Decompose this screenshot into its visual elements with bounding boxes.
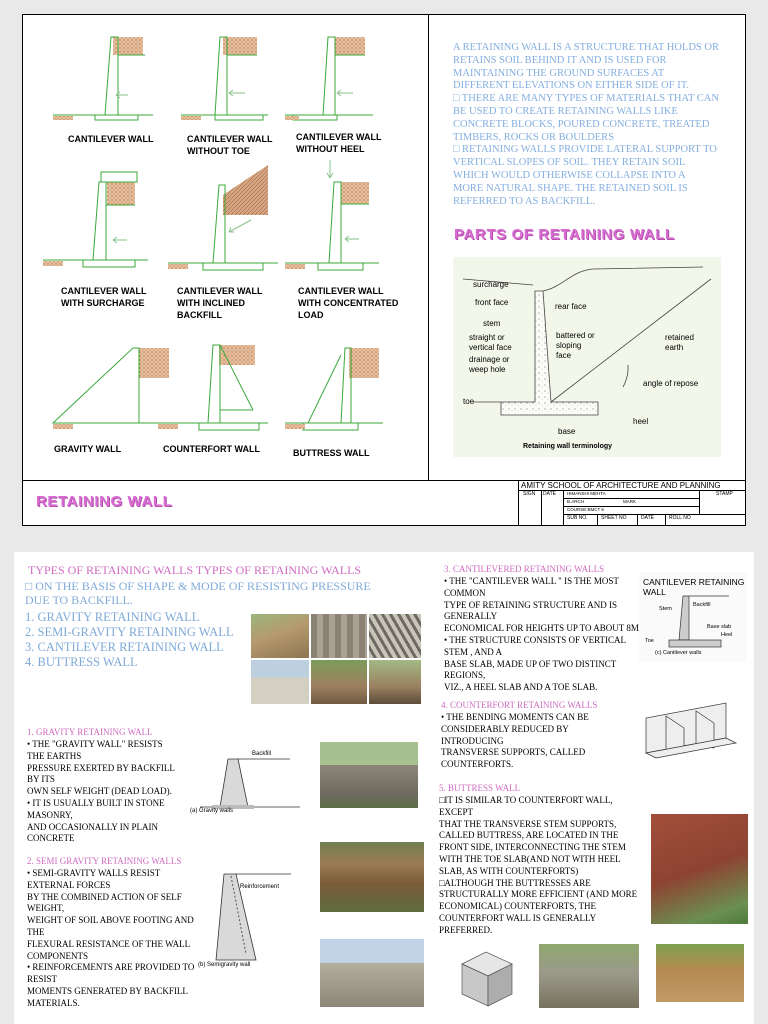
gravity-wall-diagram (53, 348, 169, 429)
semi-title: 2. SEMI GRAVITY RETAINING WALLS (27, 856, 182, 866)
gravity-line: BY ITS (27, 774, 55, 785)
buttress-line: □ALTHOUGH THE BUTTRESSES ARE (439, 877, 591, 888)
semi-photo-2 (320, 939, 424, 1007)
tb-sign: SIGN (523, 491, 536, 497)
gravity-photo (320, 742, 418, 808)
intro-line: BE USED TO CREATE RETAINING WALLS LIKE (453, 105, 678, 117)
buttress-photo (651, 814, 748, 924)
cantilever-concentrated-label: CANTILEVER WALL WITH CONCENTRATED LOAD (298, 286, 399, 320)
cantilever-line: VIZ., A HEEL SLAB AND A TOE SLAB. (444, 682, 598, 693)
buttress-3d-figure (456, 944, 520, 1014)
bottom-photo-2 (656, 944, 744, 1002)
cantilever-fig-title: CANTILEVER RETAINING WALL (643, 577, 745, 597)
cantilever-line: COMMON (444, 587, 486, 598)
gravity-title: 1. GRAVITY RETAINING WALL (27, 727, 153, 737)
gravity-line: • IT IS USUALLY BUILT IN STONE (27, 797, 165, 808)
type-item: 1. GRAVITY RETAINING WALL (25, 610, 200, 624)
tb-stamp: STAMP (716, 491, 733, 497)
cantilever-line: REGIONS, (444, 670, 486, 681)
semi-line: FLEXURAL RESISTANCE OF THE WALL (27, 938, 191, 949)
counterfort-wall-diagram (158, 345, 268, 430)
cantilever-no-toe-diagram (181, 37, 268, 120)
buttress-line: COUNTERFORT WALL IS GENERALLY (439, 912, 597, 923)
intro-line: REFERRED TO AS BACKFILL. (453, 195, 595, 207)
counterfort-line: CONSIDERABLY REDUCED BY (441, 723, 569, 734)
cantilever-concentrated-diagram (285, 160, 379, 270)
tb-sub-no: SUB NO. (567, 515, 588, 521)
bottom-photo-1 (539, 944, 639, 1008)
cantilever-title: 3. CANTILEVERED RETAINING WALLS (444, 564, 605, 574)
buttress-text (439, 795, 654, 937)
gravity-fig-label: Backfill (252, 751, 272, 757)
label-stem: stem (483, 319, 501, 328)
title-block (518, 480, 746, 525)
gravity-line: CONCRETE (27, 833, 75, 844)
buttress-line: STRUCTURALLY MORE EFFICIENT (AND MORE (439, 889, 638, 900)
buttress-line: □IT IS SIMILAR TO COUNTERFORT WALL, (439, 795, 613, 805)
tb-roll-no: ROLL NO (669, 515, 691, 521)
cantilever-no-heel-label: CANTILEVER WALL WITHOUT HEEL (296, 132, 382, 154)
counterfort-line: COUNTERFORTS. (441, 759, 514, 770)
counterfort-text (441, 712, 631, 771)
label-angle-repose: angle of repose (643, 379, 699, 388)
tb-name: HIMANSHI MEHTA (567, 491, 606, 496)
cantilever-surcharge-diagram (43, 172, 148, 267)
cantilever-line: ECONOMICAL FOR HEIGHTS UP TO ABOUT 8M (444, 623, 639, 634)
label-base: base (558, 427, 576, 436)
cant-fig-backfill: Backfill (693, 602, 711, 608)
semi-fig-label: Reinforcement (240, 884, 280, 890)
buttress-line: SLAB, AS WITH COUNTERFORTS) (439, 865, 579, 876)
tb-sheet-no: SHEET NO (601, 515, 627, 521)
buttress-line: CALLED BUTTRESS, ARE LOCATED IN THE (439, 830, 619, 841)
type-item: 2. SEMI-GRAVITY RETAINING WALL (25, 625, 234, 639)
vertical-divider (428, 15, 429, 480)
intro-line: A RETAINING WALL IS A STRUCTURE THAT HOLDS OR (453, 42, 719, 53)
types-heading: TYPES OF RETAINING WALLS TYPES OF RETAINING WALLS (28, 563, 362, 577)
semi-line: COMPONENTS (27, 950, 89, 961)
semi-line: THE (27, 926, 45, 937)
tb-date: DATE (543, 491, 556, 497)
counterfort-figure (636, 698, 748, 764)
gravity-line: • THE "GRAVITY WALL" RESISTS (27, 739, 163, 749)
intro-line: □ THERE ARE MANY TYPES OF MATERIALS THAT CAN (453, 93, 719, 105)
intro-line: VERTICAL SLOPES OF SOIL. THEY RETAIN SOIL (453, 157, 686, 169)
cantilever-line: BASE SLAB, MADE UP OF TWO DISTINCT (444, 658, 617, 669)
type-item: 4. BUTTRESS WALL (25, 655, 138, 669)
type-item: 3. CANTILEVER RETAINING WALL (25, 640, 224, 654)
gravity-fig-caption: (a) Gravity walls (190, 808, 234, 814)
gravity-line: OWN SELF WEIGHT (DEAD LOAD). (27, 786, 172, 797)
gravity-text (27, 739, 197, 845)
counterfort-line: INTRODUCING (441, 735, 504, 746)
counterfort-line: • THE BENDING MOMENTS CAN BE (441, 712, 589, 722)
cantilever-wall-diagram (53, 37, 153, 120)
gravity-wall-label: GRAVITY WALL (54, 444, 122, 454)
buttress-line: WITH THE TOE SLAB(AND NOT WITH HEEL (439, 853, 621, 864)
buttress-line: FRONT SIDE, INTERCONNECTING THE STEM (439, 842, 626, 853)
semi-line: • REINFORCEMENTS ARE PROVIDED TO (27, 962, 195, 973)
cant-fig-heel: Heel (721, 632, 733, 638)
semi-line: BY THE COMBINED ACTION OF SELF (27, 891, 182, 902)
gravity-line: PRESSURE EXERTED BY BACKFILL (27, 762, 175, 773)
intro-line: CONCRETE BLOCKS, POURED CONCRETE, TREATED (453, 118, 710, 130)
label-drainage: drainage or weep hole (469, 355, 510, 374)
school-name: AMITY SCHOOL OF ARCHITECTURE AND PLANNING (521, 481, 721, 490)
label-rear-face: rear face (555, 302, 587, 311)
buttress-line: THAT THE TRANSVERSE STEM SUPPORTS, (439, 818, 617, 829)
gravity-line: MASONRY, (27, 809, 73, 820)
basis-text (25, 579, 371, 607)
terminology-diagram (453, 257, 721, 457)
wall-photo-collage (251, 614, 421, 704)
tb-barch: B.ARCH (567, 499, 585, 504)
buttress-line: EXCEPT (439, 806, 474, 817)
label-front-face: front face (475, 298, 509, 307)
gravity-line: THE EARTHS (27, 750, 82, 761)
gravity-line: AND OCCASIONALLY IN PLAIN (27, 821, 159, 832)
gravity-figure (190, 747, 310, 819)
label-toe: toe (463, 397, 475, 406)
cantilever-figure (639, 572, 747, 662)
semi-gravity-figure (196, 864, 296, 974)
intro-line: MAINTAINING THE GROUND SURFACES AT (453, 67, 665, 79)
cantilever-line: GENERALLY (444, 611, 498, 622)
intro-line: WHICH WOULD OTHERWISE COLLAPSE INTO A (453, 169, 686, 181)
label-straight-face: straight or vertical face (469, 333, 512, 352)
tb-marks: MARK (623, 499, 637, 504)
basis-line: DUE TO BACKFILL. (25, 593, 133, 607)
intro-line: RETAINS SOIL BEHIND IT AND IS USED FOR (453, 54, 667, 66)
buttress-wall-diagram (285, 348, 383, 430)
buttress-line: PREFERRED. (439, 924, 493, 935)
semi-line: MATERIALS. (27, 997, 80, 1008)
semi-line: MOMENTS GENERATED BY BACKFILL (27, 985, 188, 996)
wall-types-diagrams (23, 15, 428, 480)
cantilever-no-toe-label: CANTILEVER WALL WITHOUT TOE (187, 134, 273, 156)
cant-fig-stem: Stem (659, 606, 672, 612)
semi-fig-caption: (b) Semigravity wall (198, 962, 251, 968)
counterfort-line: TRANSVERSE SUPPORTS, CALLED (441, 747, 586, 758)
semi-text (27, 868, 202, 1010)
cantilever-text (444, 576, 644, 694)
semi-line: WEIGHT OF SOIL ABOVE FOOTING AND (27, 915, 194, 926)
cantilever-inclined-diagram (168, 165, 278, 270)
sheet-one (22, 14, 746, 526)
cantilever-inclined-label: CANTILEVER WALL WITH INCLINED BACKFILL (177, 286, 263, 320)
cantilever-wall-label: CANTILEVER WALL (68, 134, 154, 144)
cantilever-line: • THE "CANTILEVER WALL " IS THE MOST (444, 576, 619, 586)
intro-line: □ RETAINING WALLS PROVIDE LATERAL SUPPORT TO (453, 144, 717, 156)
label-surcharge: surcharge (473, 280, 509, 289)
semi-line: RESIST (27, 974, 58, 985)
tb-date2: DATE (641, 515, 654, 521)
tb-course: COURSE:BMCT 6 (567, 507, 604, 512)
semi-line: EXTERNAL FORCES (27, 879, 111, 890)
cant-fig-base: Base slab (707, 624, 732, 630)
semi-photo-1 (320, 842, 424, 912)
parts-heading: PARTS OF RETAINING WALL (454, 226, 675, 243)
semi-line: WEIGHT, (27, 903, 65, 914)
buttress-wall-label: BUTTRESS WALL (293, 448, 370, 458)
cant-fig-toe: Toe (645, 638, 654, 644)
buttress-line: ECONOMICAL) COUNTERFORTS, THE (439, 901, 597, 912)
cantilever-line: • THE STRUCTURE CONSISTS OF VERTICAL (444, 634, 627, 645)
cantilever-no-heel-diagram (285, 37, 373, 120)
cantilever-line: STEM , AND A (444, 646, 503, 657)
label-battered-face: battered or sloping face (556, 331, 595, 360)
types-list (25, 610, 233, 670)
label-retained-earth: retained earth (665, 333, 694, 352)
intro-line: MORE NATURAL SHAPE. THE RETAINED SOIL IS (453, 182, 688, 194)
intro-paragraph (453, 42, 743, 208)
basis-line: □ ON THE BASIS OF SHAPE & MODE OF RESISTING PRESSURE (25, 579, 371, 593)
label-heel: heel (633, 417, 649, 426)
intro-line: TIMBERS, ROCKS OR BOULDERS (453, 131, 615, 143)
cantilever-surcharge-label: CANTILEVER WALL WITH SURCHARGE (61, 286, 147, 308)
cant-fig-caption: (c) Cantilever walls (655, 650, 702, 656)
intro-line: DIFFERENT ELEVATIONS ON EITHER SIDE OF IT. (453, 80, 689, 92)
counterfort-title: 4. COUNTERFORT RETAINING WALLS (441, 700, 598, 710)
semi-line: • SEMI-GRAVITY WALLS RESIST (27, 868, 161, 878)
counterfort-wall-label: COUNTERFORT WALL (163, 444, 260, 454)
cantilever-line: TYPE OF RETAINING STRUCTURE AND IS (444, 599, 618, 610)
sheet-two (14, 552, 754, 1024)
buttress-title: 5. BUTTRESS WALL (439, 783, 521, 793)
footer-title: RETAINING WALL (36, 493, 173, 510)
terminology-caption: Retaining wall terminology (523, 443, 613, 450)
